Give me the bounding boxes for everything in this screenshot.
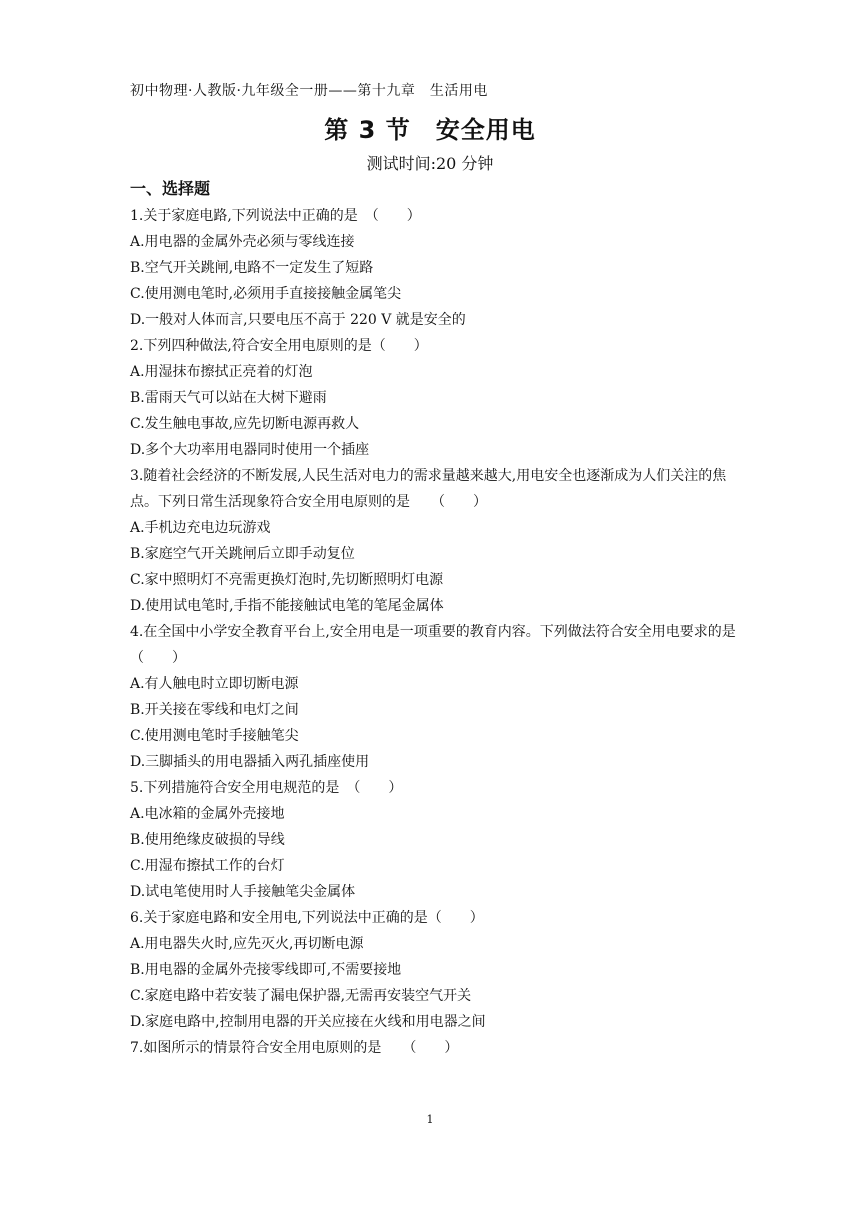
question-2-option-b: B.雷雨天气可以站在大树下避雨 [130, 390, 327, 406]
question-2-option-d: D.多个大功率用电器同时使用一个插座 [130, 442, 370, 458]
question-6-option-d: D.家庭电路中,控制用电器的开关应接在火线和用电器之间 [130, 1014, 486, 1030]
lesson-title: 第 3 节 安全用电 [324, 116, 536, 144]
question-5-stem: 5.下列措施符合安全用电规范的是 （ ） [130, 780, 403, 796]
question-list [130, 203, 764, 1061]
question-2-stem: 2.下列四种做法,符合安全用电原则的是（ ） [130, 338, 428, 354]
question-2-option-a: A.用湿抹布擦拭正亮着的灯泡 [130, 364, 313, 380]
question-4-option-a: A.有人触电时立即切断电源 [130, 676, 299, 692]
header-text: 初中物理·人教版·九年级全一册——第十九章 生活用电 [130, 83, 488, 99]
question-4-stem: 4.在全国中小学安全教育平台上,安全用电是一项重要的教育内容。下列做法符合安全用电要求的是 （ ） [130, 624, 764, 666]
section-heading: 一、选择题 [130, 179, 211, 198]
question-4-option-d: D.三脚插头的用电器插入两孔插座使用 [130, 754, 370, 770]
question-5-option-b: B.使用绝缘皮破损的导线 [130, 832, 285, 848]
question-5-option-c: C.用湿布擦拭工作的台灯 [130, 858, 285, 874]
question-3-option-b: B.家庭空气开关跳闸后立即手动复位 [130, 546, 355, 562]
question-4-option-c: C.使用测电笔时手接触笔尖 [130, 728, 299, 744]
question-3-option-a: A.手机边充电边玩游戏 [130, 520, 271, 536]
question-6-option-a: A.用电器失火时,应先灭火,再切断电源 [130, 936, 364, 952]
question-7-stem: 7.如图所示的情景符合安全用电原则的是 （ ） [130, 1040, 459, 1056]
question-1-option-a: A.用电器的金属外壳必须与零线连接 [130, 234, 355, 250]
test-time: 测试时间:20 分钟 [366, 154, 494, 173]
question-3-stem: 3.随着社会经济的不断发展,人民生活对电力的需求量越来越大,用电安全也逐渐成为人们关注的焦点。下列日常生活现象符合安全用电原则的是 （ ） [130, 468, 727, 510]
question-1-stem: 1.关于家庭电路,下列说法中正确的是 （ ） [130, 208, 421, 224]
question-3-option-d: D.使用试电笔时,手指不能接触试电笔的笔尾金属体 [130, 598, 444, 614]
question-6-stem: 6.关于家庭电路和安全用电,下列说法中正确的是（ ） [130, 910, 484, 926]
question-3-option-c: C.家中照明灯不亮需更换灯泡时,先切断照明灯电源 [130, 572, 444, 588]
question-1-option-b: B.空气开关跳闸,电路不一定发生了短路 [130, 260, 374, 276]
page-number: 1 [426, 1113, 434, 1126]
question-6-option-b: B.用电器的金属外壳接零线即可,不需要接地 [130, 962, 402, 978]
question-4-option-b: B.开关接在零线和电灯之间 [130, 702, 299, 718]
question-1-option-d: D.一般对人体而言,只要电压不高于 220 V 就是安全的 [130, 312, 466, 328]
question-5-option-a: A.电冰箱的金属外壳接地 [130, 806, 285, 822]
question-5-option-d: D.试电笔使用时人手接触笔尖金属体 [130, 884, 356, 900]
question-2-option-c: C.发生触电事故,应先切断电源再救人 [130, 416, 360, 432]
question-6-option-c: C.家庭电路中若安装了漏电保护器,无需再安装空气开关 [130, 988, 472, 1004]
question-1-option-c: C.使用测电笔时,必须用手直接接触金属笔尖 [130, 286, 402, 302]
